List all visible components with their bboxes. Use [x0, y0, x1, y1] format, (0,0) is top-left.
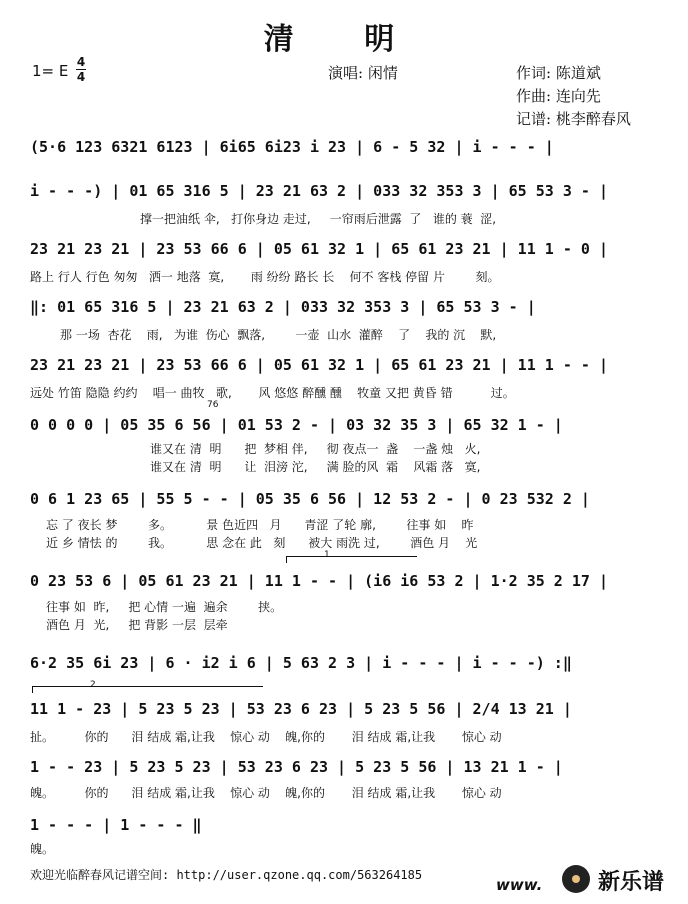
lyric-line-5: 远处 竹笛 隐隐 约约 唱一 曲牧 歌, 风 悠悠 醉醺 醺 牧童 又把 黄昏 错 过。: [30, 386, 515, 400]
score-line-8: 0 23 53 6 | 05 61 23 21 | 11 1 - - | (i6 i6 53 2 | 1·2 35 2 17 |: [30, 572, 608, 590]
site-logo: [560, 862, 680, 896]
footer-www: www.: [496, 876, 543, 894]
lyric-line-10: 扯。 你的 泪 结成 霜,让我 惊心 动 魄,你的 泪 结成 霜,让我 惊心 动: [30, 730, 502, 744]
footer-text: 欢迎光临醉春风记谱空间: http://user.qzone.qq.com/563264185: [30, 868, 423, 882]
lyric-line-8b: 酒色 月 光, 把 背影 一层 层牵: [46, 618, 228, 632]
volta-2-bracket: [32, 686, 263, 693]
score-line-2: i - - -) | 01 65 316 5 | 23 21 63 2 | 033 32 353 3 | 65 53 3 - |: [30, 182, 608, 200]
lyric-line-8a: 往事 如 昨, 把 心情 一遍 遍余 挟。: [46, 600, 283, 614]
logo-text: 新乐谱: [598, 870, 665, 895]
transcriber: 记谱: 桃李醉春风: [516, 110, 631, 128]
lyric-line-3: 路上 行人 行色 匆匆 洒一 地落 寞, 雨 纷纷 路长 长 何不 客栈 停留 片 刻。: [30, 270, 500, 284]
lyric-line-6a: 谁又在 清 明 把 梦相 伴, 彻 夜点一 盏 一盏 烛 火,: [150, 442, 481, 456]
score-line-3: 23 21 23 21 | 23 53 66 6 | 05 61 32 1 | 65 61 23 21 | 11 1 - 0 |: [30, 240, 608, 258]
lyric-line-4: 那 一场 杏花 雨, 为谁 伤心 飘落, 一壶 山水 灌醉 了 我的 沉 默,: [60, 328, 497, 342]
lyric-line-7a: 忘 了 夜长 梦 多。 景 色近四 月 青涩 了轮 廓, 往事 如 昨: [46, 518, 474, 532]
score-line-9: 6·2 35 6i 23 | 6 · i2 i 6 | 5 63 2 3 | i - - - | i - - -) :‖: [30, 654, 572, 672]
composer: 作曲: 连向先: [516, 87, 601, 105]
page-title: 清 明: [263, 22, 425, 57]
score-line-1: (5·6 123 6321 6123 | 6i65 6i23 i 23 | 6 - 5 32 | i - - - |: [30, 138, 554, 156]
lyric-line-2: 撑一把油纸 伞, 打你身边 走过, 一帘雨后泄露 了 谁的 蓑 涩,: [140, 212, 497, 226]
lyricist: 作词: 陈道斌: [516, 64, 601, 82]
score-line-7: 0 6 1 23 65 | 55 5 - - | 05 35 6 56 | 12 53 2 - | 0 23 532 2 |: [30, 490, 590, 508]
time-signature-bottom: 4: [76, 70, 86, 84]
time-signature: [76, 56, 86, 83]
lyric-line-11: 魄。 你的 泪 结成 霜,让我 惊心 动 魄,你的 泪 结成 霜,让我 惊心 动: [30, 786, 502, 800]
disc-icon: [562, 865, 590, 893]
key-signature: 1= E: [32, 62, 69, 80]
score-line-6: 0 0 0 0 | 05 35 6 56 | 01 53 2 - | 03 32 35 3 | 65 32 1 - |: [30, 416, 563, 434]
score-line-10: 11 1 - 23 | 5 23 5 23 | 53 23 6 23 | 5 23 5 56 | 2/4 13 21 |: [30, 700, 572, 718]
lyric-line-6b: 谁又在 清 明 让 泪滂 沱, 满 脸的风 霜 风霜 落 寞,: [150, 460, 481, 474]
score-line-11: 1 - - 23 | 5 23 5 23 | 53 23 6 23 | 5 23 5 56 | 13 21 1 - |: [30, 758, 563, 776]
grace-note: 76: [207, 400, 219, 410]
score-line-4: ‖: 01 65 316 5 | 23 21 63 2 | 033 32 353 3 | 65 53 3 - |: [30, 298, 536, 316]
score-line-5: 23 21 23 21 | 23 53 66 6 | 05 61 32 1 | 65 61 23 21 | 11 1 - - |: [30, 356, 608, 374]
volta-1-label: 1: [324, 550, 330, 560]
score-line-12: 1 - - - | 1 - - - ‖: [30, 816, 202, 834]
volta-2-label: 2: [90, 680, 96, 690]
volta-1-bracket: [286, 556, 417, 563]
lyric-line-7b: 近 乡 情怯 的 我。 思 念在 此 刻 被大 雨洗 过, 酒色 月 光: [46, 536, 478, 550]
singer: 演唱: 闲情: [328, 64, 398, 82]
lyric-line-12: 魄。: [30, 842, 55, 856]
time-signature-top: 4: [76, 55, 86, 69]
